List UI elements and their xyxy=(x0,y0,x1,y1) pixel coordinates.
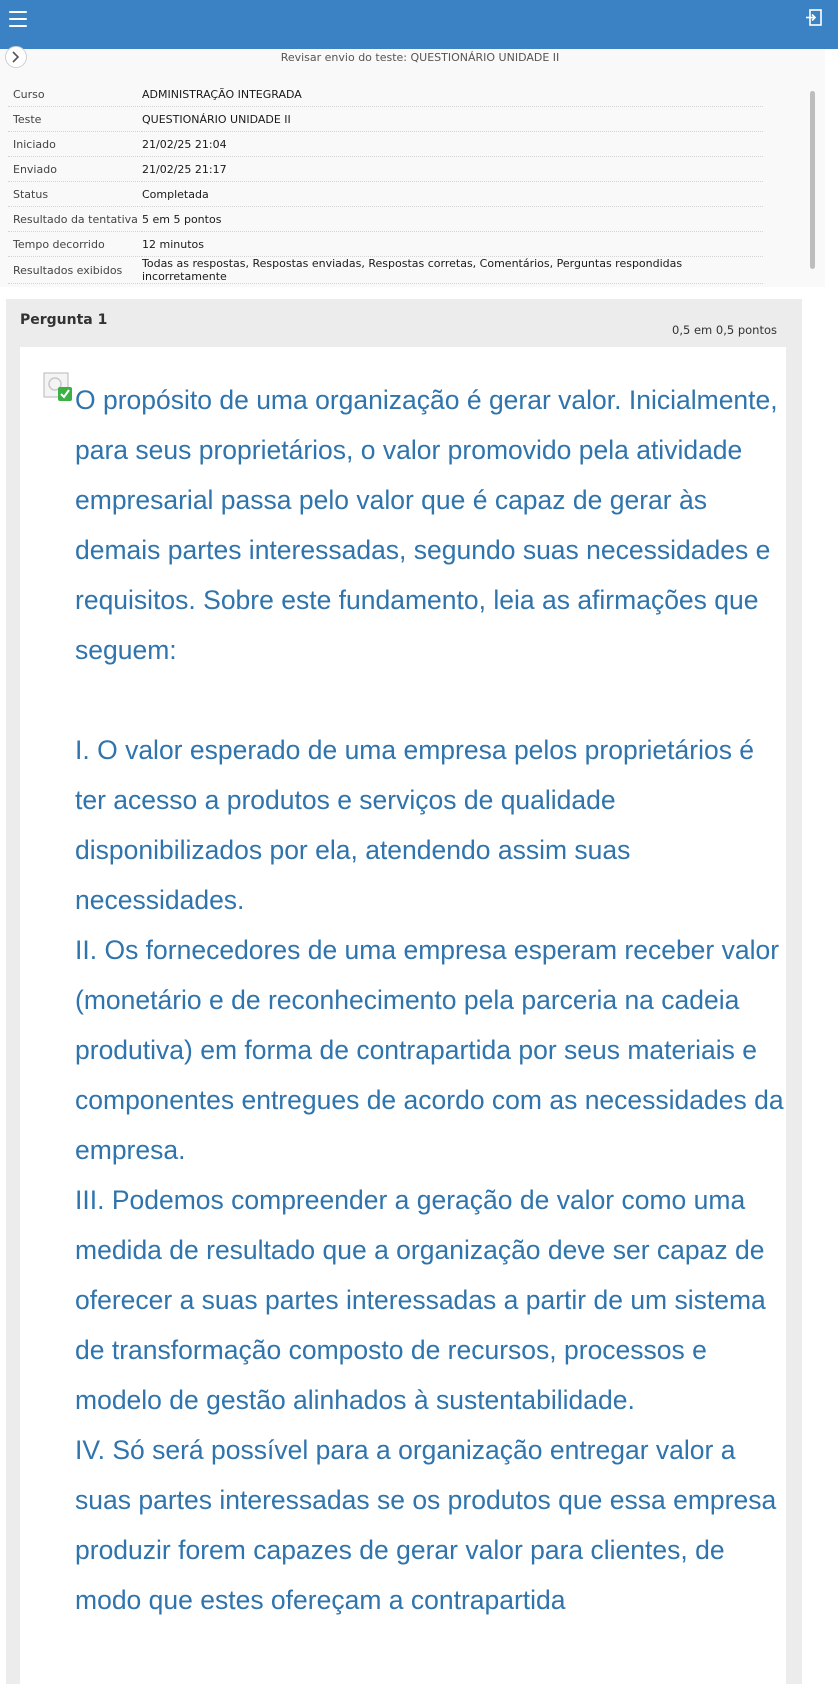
statement: II. Os fornecedores de uma empresa esperam receber valor (monetário e de reconhecimento pela parceria na cadeia produtiva) em forma de contrapartida por seus materiais e componentes entregues de acordo com as necessidades da empresa. xyxy=(75,935,784,1165)
question-intro: O propósito de uma organização é gerar valor. Inicialmente, para seus proprietários, o valor promovido pela atividade empresarial passa pelo valor que é capaz de gerar às demais partes interessadas, segundo suas necessidades e requisitos. Sobre este fundamento, leia as afirmações que seguem: xyxy=(75,385,778,665)
info-value: Todas as respostas, Respostas enviadas, Respostas corretas, Comentários, Perguntas respondidas incorretamente xyxy=(142,257,763,284)
scroll-track xyxy=(823,80,838,1684)
info-value: 21/02/25 21:04 xyxy=(142,132,763,157)
info-value: ADMINISTRAÇÃO INTEGRADA xyxy=(142,82,763,107)
question-title: Pergunta 1 xyxy=(20,312,108,328)
info-label: Resultado da tentativa xyxy=(8,207,142,232)
statement: IV. Só será possível para a organização entregar valor a suas partes interessadas se os produtos que essa empresa produzir forem capazes de gerar valor para clientes, de modo que estes ofereçam a contrapartida xyxy=(75,1435,777,1615)
info-value: 12 minutos xyxy=(142,232,763,257)
info-value: QUESTIONÁRIO UNIDADE II xyxy=(142,107,763,132)
question-block xyxy=(6,299,802,1684)
info-label: Iniciado xyxy=(8,132,142,157)
collapse-button[interactable] xyxy=(5,46,27,68)
info-row-elapsed xyxy=(8,232,763,257)
info-row-test xyxy=(8,107,763,132)
question-text xyxy=(75,375,787,1625)
info-row-status xyxy=(8,182,763,207)
hamburger-menu-icon[interactable] xyxy=(9,11,27,27)
exit-icon[interactable] xyxy=(805,9,822,26)
info-label: Status xyxy=(8,182,142,207)
chevron-right-icon xyxy=(11,51,21,63)
statement: I. O valor esperado de uma empresa pelos proprietários é ter acesso a produtos e serviços de qualidade disponibilizados por ela, atendendo assim suas necessidades. xyxy=(75,735,755,915)
question-points: 0,5 em 0,5 pontos xyxy=(672,323,777,337)
review-title: Revisar envio do teste: QUESTIONÁRIO UNIDADE II xyxy=(280,51,560,64)
info-row-started xyxy=(8,132,763,157)
info-row-result xyxy=(8,207,763,232)
info-label: Tempo decorrido xyxy=(8,232,142,257)
info-value: Completada xyxy=(142,182,763,207)
info-label: Teste xyxy=(8,107,142,132)
info-row-course xyxy=(8,82,763,107)
info-label: Curso xyxy=(8,82,142,107)
info-row-submitted xyxy=(8,157,763,182)
info-label: Enviado xyxy=(8,157,142,182)
correct-answer-icon xyxy=(43,372,73,402)
attempt-info-table xyxy=(8,82,763,284)
question-card xyxy=(20,347,786,1684)
info-row-results-shown xyxy=(8,257,763,284)
info-label: Resultados exibidos xyxy=(8,257,142,284)
scrollbar-thumb[interactable] xyxy=(810,91,815,269)
statement: III. Podemos compreender a geração de valor como uma medida de resultado que a organização deve ser capaz de oferecer a suas partes interessadas a partir de um sistema de transformação composto de recursos, processos e modelo de gestão alinhados à sustentabilidade. xyxy=(75,1185,766,1415)
info-value: 5 em 5 pontos xyxy=(142,207,763,232)
info-value: 21/02/25 21:17 xyxy=(142,157,763,182)
top-bar xyxy=(0,0,838,49)
